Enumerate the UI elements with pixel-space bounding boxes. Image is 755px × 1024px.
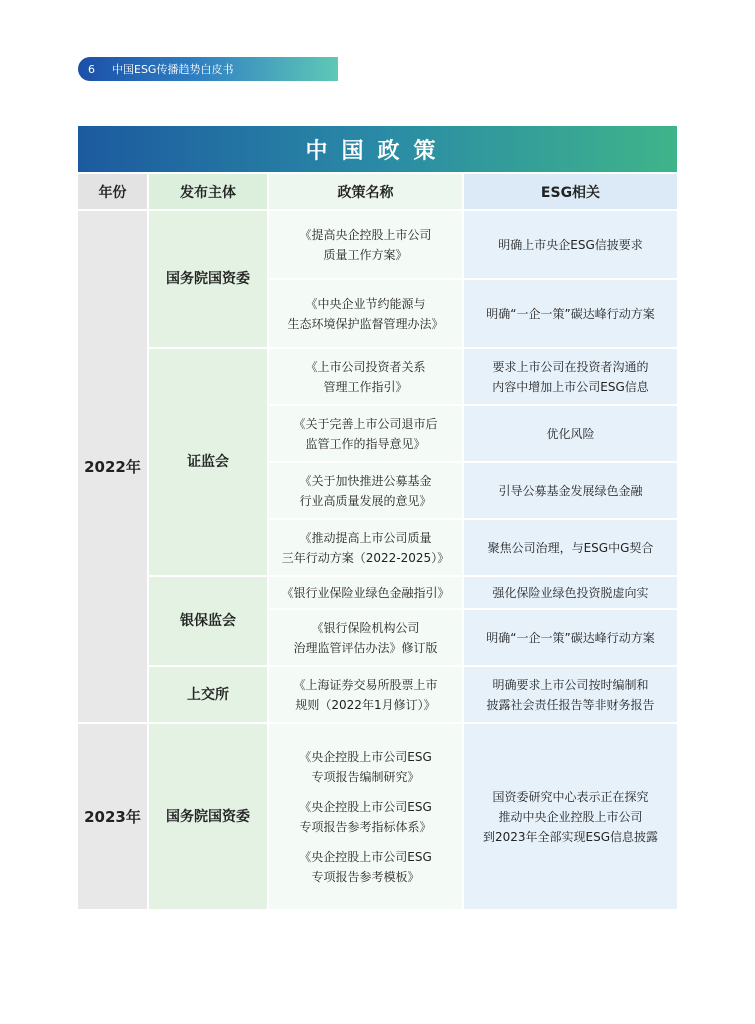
- publisher-cell-cbirc: 银保监会: [149, 577, 267, 665]
- policy-cell: 《关于完善上市公司退市后 监管工作的指导意见》: [269, 406, 462, 461]
- table-title: 中国政策: [78, 126, 677, 172]
- document-title: 中国ESG传播趋势白皮书: [112, 63, 234, 76]
- year-cell-2023: 2023年: [78, 724, 147, 909]
- publisher-cell-csrc: 证监会: [149, 349, 267, 575]
- year-cell-2022: 2022年: [78, 211, 147, 722]
- column-header-esg: ESG相关: [464, 174, 677, 209]
- policy-cell: 《银行保险机构公司 治理监管评估办法》修订版: [269, 610, 462, 665]
- policy-cell: 《关于加快推进公募基金 行业高质量发展的意见》: [269, 463, 462, 518]
- esg-cell: 要求上市公司在投资者沟通的 内容中增加上市公司ESG信息: [464, 349, 677, 404]
- esg-cell: 引导公募基金发展绿色金融: [464, 463, 677, 518]
- page-number: 6: [88, 62, 95, 76]
- column-header-policy: 政策名称: [269, 174, 462, 209]
- policy-table-container: [78, 126, 677, 911]
- column-header-year: 年份: [78, 174, 147, 209]
- publisher-cell-sasac-2023: 国务院国资委: [149, 724, 267, 909]
- esg-cell: 优化风险: [464, 406, 677, 461]
- table-row: [78, 349, 677, 404]
- esg-cell: 聚焦公司治理，与ESG中G契合: [464, 520, 677, 575]
- page-header: [78, 57, 338, 81]
- table-row: [78, 667, 677, 722]
- table-row: [78, 724, 677, 909]
- table-row: [78, 577, 677, 608]
- policy-cell: 《上市公司投资者关系 管理工作指引》: [269, 349, 462, 404]
- policy-cell: 《银行业保险业绿色金融指引》: [269, 577, 462, 608]
- esg-cell: 明确“一企一策”碳达峰行动方案: [464, 280, 677, 347]
- table-row: [78, 211, 677, 278]
- esg-cell: 强化保险业绿色投资脱虚向实: [464, 577, 677, 608]
- publisher-cell-sasac: 国务院国资委: [149, 211, 267, 347]
- esg-cell: 明确要求上市公司按时编制和 披露社会责任报告等非财务报告: [464, 667, 677, 722]
- policy-cell: 《中央企业节约能源与 生态环境保护监督管理办法》: [269, 280, 462, 347]
- column-header-publisher: 发布主体: [149, 174, 267, 209]
- esg-cell: 明确上市央企ESG信披要求: [464, 211, 677, 278]
- table-header-row: [78, 174, 677, 209]
- policy-cell: 《提高央企控股上市公司 质量工作方案》: [269, 211, 462, 278]
- policy-cell-2023: 《央企控股上市公司ESG 专项报告编制研究》 《央企控股上市公司ESG 专项报告参考指标体系》 《央企控股上市公司ESG 专项报告参考模板》: [269, 724, 462, 909]
- esg-cell: 明确“一企一策”碳达峰行动方案: [464, 610, 677, 665]
- publisher-cell-sse: 上交所: [149, 667, 267, 722]
- policy-table: [76, 172, 679, 911]
- policy-cell: 《推动提高上市公司质量 三年行动方案（2022-2025）》: [269, 520, 462, 575]
- policy-cell: 《上海证券交易所股票上市 规则（2022年1月修订）》: [269, 667, 462, 722]
- esg-cell-2023: 国资委研究中心表示正在探究 推动中央企业控股上市公司 到2023年全部实现ESG信息披露: [464, 724, 677, 909]
